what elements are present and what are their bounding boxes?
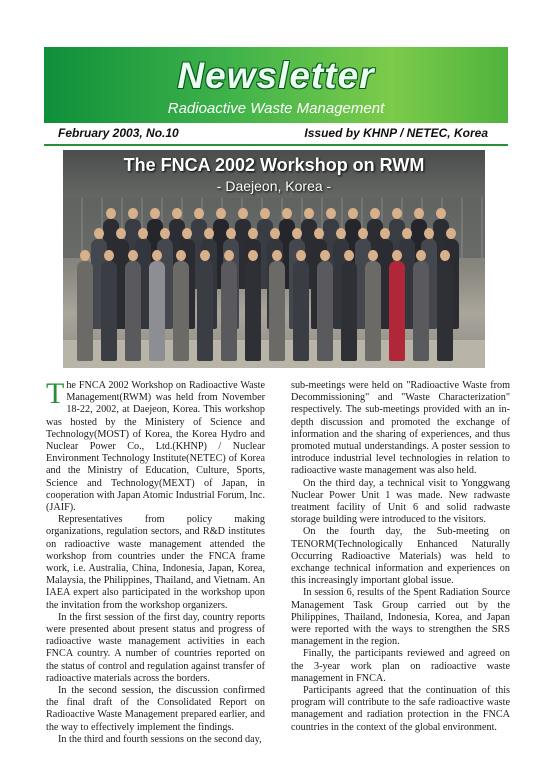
photo-person-head	[194, 208, 204, 219]
article-column-left	[46, 377, 265, 746]
article-paragraph: In the first session of the first day, country reports were presented about present status and progress of radioactive waste management activities in each FNCA country. A number of countries reported on the status of control and regulation against transfer of radioactive materials across the borders.	[46, 611, 265, 684]
photo-person-head	[282, 208, 292, 219]
photo-person-head	[204, 228, 214, 239]
photo-person-head	[260, 208, 270, 219]
article-paragraph: On the fourth day, the Sub-meeting on TENORM(Technologically Enhanced Naturally Occurring Radioactive Materials) was held to exchange technical information and experiences on this increasingly important global issue.	[291, 526, 510, 587]
photo-person-head	[216, 208, 226, 219]
article-paragraph: Finally, the participants reviewed and agreed on the 3-year work plan on radioactive waste management in FNCA.	[291, 648, 510, 684]
photo-person	[293, 261, 309, 361]
photo-person-head	[336, 228, 346, 239]
photo-person-head	[270, 228, 280, 239]
photo-person-head	[348, 208, 358, 219]
article-paragraph-text: he FNCA 2002 Workshop on Radioactive Waste Management(RWM) was held from November 18-22, 2002, at Daejeon, Korea. This workshop was hosted by the Ministery of Science and Technology(MOST) of Korea, the Korea Hydro and Nuclear Power Co., Ltd.(KHNP) / Nuclear Environment Technology Institute(NETEC) of Korea and the Ministry of Education, Culture, Sports, Science and Technology(MEXT) of Japan, in cooperation with Japan Atomic Industrial Forum, Inc.(JAIF).	[46, 380, 265, 514]
photo-person-head	[176, 250, 186, 261]
photo-person	[125, 261, 141, 361]
drop-cap: T	[46, 377, 65, 410]
issue-number: February 2003, No.10	[58, 126, 179, 140]
photo-location: - Daejeon, Korea -	[216, 178, 332, 194]
photo-person-head	[402, 228, 412, 239]
photo-person	[173, 261, 189, 361]
photo-person-head	[296, 250, 306, 261]
photo-person	[341, 261, 357, 361]
photo-person	[389, 261, 405, 361]
photo-person-head	[370, 208, 380, 219]
article-paragraph: In the third and fourth sessions on the second day,	[58, 733, 262, 745]
photo-person-head	[272, 250, 282, 261]
photo-person-head	[182, 228, 192, 239]
photo-person-head	[248, 250, 258, 261]
photo-person-head	[172, 208, 182, 219]
photo-person-head	[416, 250, 426, 261]
article-paragraph: sub-meetings were held on "Radioactive Waste from Decommissioning" and "Waste Characterization" respectively. The sub-meetings provided with an in-depth discussion and promoted the exchange of information and the sharing of experiences, and thus promoted mutual understandings. A poster session to introduce industrial level technologies in relation to radioactive waste management was also held.	[291, 380, 510, 477]
photo-person	[197, 261, 213, 361]
article-paragraph: On the third day, a technical visit to Yonggwang Nuclear Power Unit 1 was made. New radwaste treatment facility of Unit 6 and solid radwaste storage building were introduced to the visitors.	[291, 477, 510, 526]
photo-person	[221, 261, 237, 361]
photo-person-head	[414, 208, 424, 219]
photo-person-head	[138, 228, 148, 239]
newsletter-subtitle: Radioactive Waste Management	[167, 100, 385, 117]
photo-person-head	[152, 250, 162, 261]
photo-person-head	[238, 208, 248, 219]
article-paragraph: In the second session, the discussion confirmed the final draft of the Consolidated Report on Radioactive Waste Management prepared earlier, and the way to effectively implement the findings.	[46, 685, 265, 733]
photo-person	[413, 261, 429, 361]
photo-person-head	[304, 208, 314, 219]
photo-person-head	[150, 208, 160, 219]
photo-person-head	[326, 208, 336, 219]
photo-person-head	[320, 250, 330, 261]
photo-person-head	[440, 250, 450, 261]
photo-person-head	[424, 228, 434, 239]
photo-title: The FNCA 2002 Workshop on RWM	[123, 155, 425, 175]
photo-person	[317, 261, 333, 361]
newsletter-title: Newsletter	[177, 55, 375, 96]
photo-person-head	[436, 208, 446, 219]
photo-person-head	[200, 250, 210, 261]
group-photo	[63, 150, 485, 368]
photo-person-head	[392, 250, 402, 261]
photo-person	[245, 261, 261, 361]
newsletter-banner	[44, 47, 508, 123]
photo-person-head	[292, 228, 302, 239]
article-paragraph	[46, 377, 265, 514]
photo-person-head	[80, 250, 90, 261]
article-paragraph: Participants agreed that the continuation of this program will contribute to the safe radioactive waste management and radiation protection in the FNCA countries in the context of the global environment.	[291, 685, 510, 733]
article-column-right	[291, 380, 510, 734]
photo-person-head	[392, 208, 402, 219]
photo-person-head	[128, 250, 138, 261]
issue-bar	[44, 124, 508, 146]
photo-person-head	[224, 250, 234, 261]
photo-person-head	[160, 228, 170, 239]
photo-person-head	[106, 208, 116, 219]
photo-person-head	[344, 250, 354, 261]
photo-person-head	[368, 250, 378, 261]
photo-person	[77, 261, 93, 361]
photo-person	[101, 261, 117, 361]
photo-person-head	[380, 228, 390, 239]
photo-person-head	[128, 208, 138, 219]
photo-person-head	[358, 228, 368, 239]
photo-person-head	[94, 228, 104, 239]
article-paragraph: Representatives from policy making organizations, regulation sectors, and R&D institutes on radioactive waste management attended the workshop from countries under the FNCA frame work, i.e. Australia, China, Indonesia, Japan, Korea, Malaysia, the Philippines, Thailand, and Vietnam. An IAEA expert also participated in the workshop upon the invitation from the workshop organizers.	[46, 514, 265, 611]
photo-person-head	[248, 228, 258, 239]
issuer-info: Issued by KHNP / NETEC, Korea	[304, 126, 488, 140]
photo-person	[149, 261, 165, 361]
photo-person-head	[116, 228, 126, 239]
photo-person	[437, 261, 453, 361]
photo-person-head	[446, 228, 456, 239]
article-paragraph: In session 6, results of the Spent Radiation Source Management Task Group carried out by the Philippines, Thailand, Indonesia, Korea, and Japan were reported with the ways to strengthen the SRS management in the region.	[291, 587, 510, 648]
photo-person	[269, 261, 285, 361]
photo-person	[365, 261, 381, 361]
photo-person-head	[104, 250, 114, 261]
photo-person-head	[226, 228, 236, 239]
photo-person-head	[314, 228, 324, 239]
